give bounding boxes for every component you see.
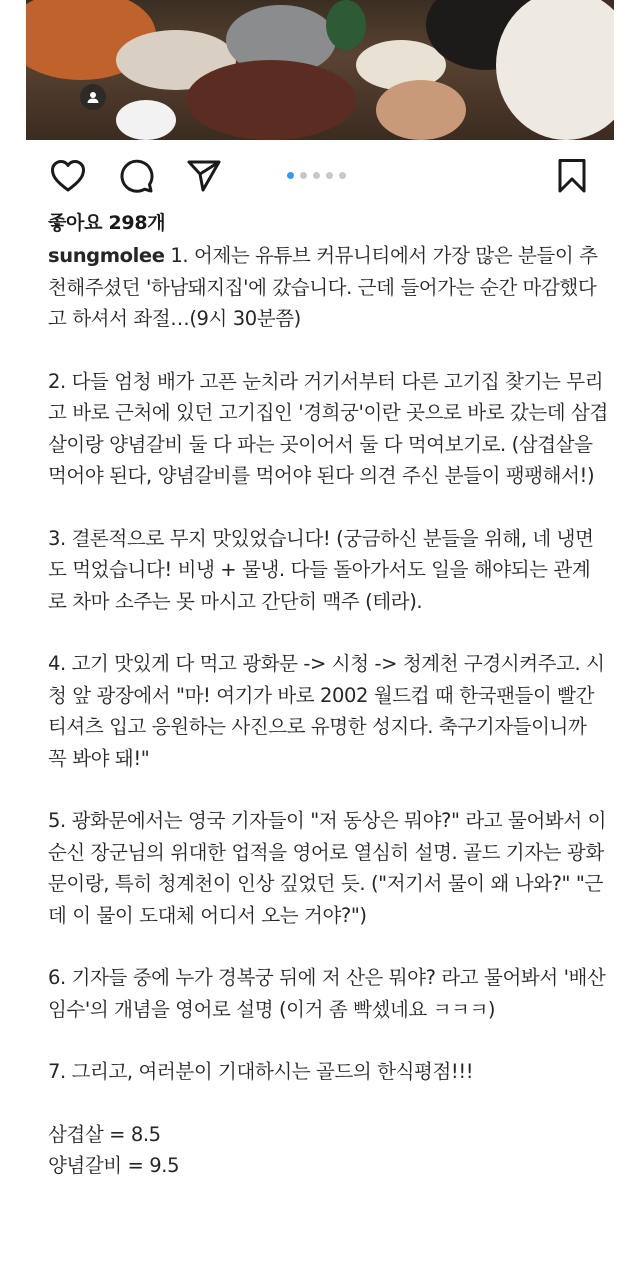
post-photo[interactable] [26,0,614,140]
person-tag-icon[interactable] [80,84,106,110]
caption-paragraph: 4. 고기 맛있게 다 먹고 광화문 -> 시청 -> 청계천 구경시켜주고. 시청 앞 광장에서 "마! 여기가 바로 2002 월드컵 때 한국팬들이 빨간티셔츠 입고 응원하는 사진으로 유명한 성지다. 축구기자들이니까 꼭 봐야 돼!" [48,652,605,770]
carousel-dot [300,172,307,179]
caption-paragraph [48,240,608,335]
send-icon[interactable] [182,154,226,198]
post-action-bar [0,150,640,202]
caption-paragraph: 7. 그리고, 여러분이 기대하시는 골드의 한식평점!!! [48,1060,474,1083]
caption-paragraph: 3. 결론적으로 무지 맛있었습니다! (궁금하신 분들을 위해, 네 냉면도 먹었습니다! 비냉 + 물냉. 다들 돌아가서도 일을 해야되는 관계로 차마 소주는 못 마시고 간단히 맥주 (테라). [48,526,594,613]
carousel-dot [339,172,346,179]
caption-paragraph: 5. 광화문에서는 영국 기자들이 "저 동상은 뭐야?" 라고 물어봐서 이순신 장군님의 위대한 업적을 영어로 열심히 설명. 골드 기자는 광화문이랑, 특히 청계천이 인상 깊었던 듯. ("저기서 물이 왜 나와?" "근데 이 물이 도대체 어디서 오는 거야?") [48,809,607,927]
likes-count[interactable]: 좋아요 298개 [48,212,166,234]
bookmark-icon[interactable] [550,154,594,198]
comment-icon[interactable] [114,154,158,198]
post-caption [48,240,608,1213]
caption-paragraph: 2. 다들 엄청 배가 고픈 눈치라 거기서부터 다른 고기집 찾기는 무리고 바로 근처에 있던 고기집인 '경희궁'이란 곳으로 바로 갔는데 삼겹살이랑 양념갈비 둘 다 파는 곳이어서 둘 다 먹여보기로. (삼겹살을 먹어야 된다, 양념갈비를 먹어야 된다 의견 주신 분들이 팽팽해서!) [48,369,608,487]
carousel-dot [326,172,333,179]
carousel-dot [287,172,294,179]
caption-paragraph: 삼겹살 = 8.5 양념갈비 = 9.5 [48,1122,180,1177]
caption-text: 1. 어제는 유튜브 커뮤니티에서 가장 많은 분들이 추천해주셨던 '하남돼지집'에 갔습니다. 근데 들어가는 순간 마감했다고 하셔서 좌절…(9시 30분쯤) [48,244,598,330]
caption-paragraph: 6. 기자들 중에 누가 경복궁 뒤에 저 산은 뭐야? 라고 물어봐서 '배산임수'의 개념을 영어로 설명 (이거 좀 빡셌네요 ㅋㅋㅋ) [48,966,606,1021]
carousel-indicator [287,172,346,179]
username-link[interactable]: sungmolee [48,244,165,267]
carousel-dot [313,172,320,179]
heart-icon[interactable] [46,154,90,198]
